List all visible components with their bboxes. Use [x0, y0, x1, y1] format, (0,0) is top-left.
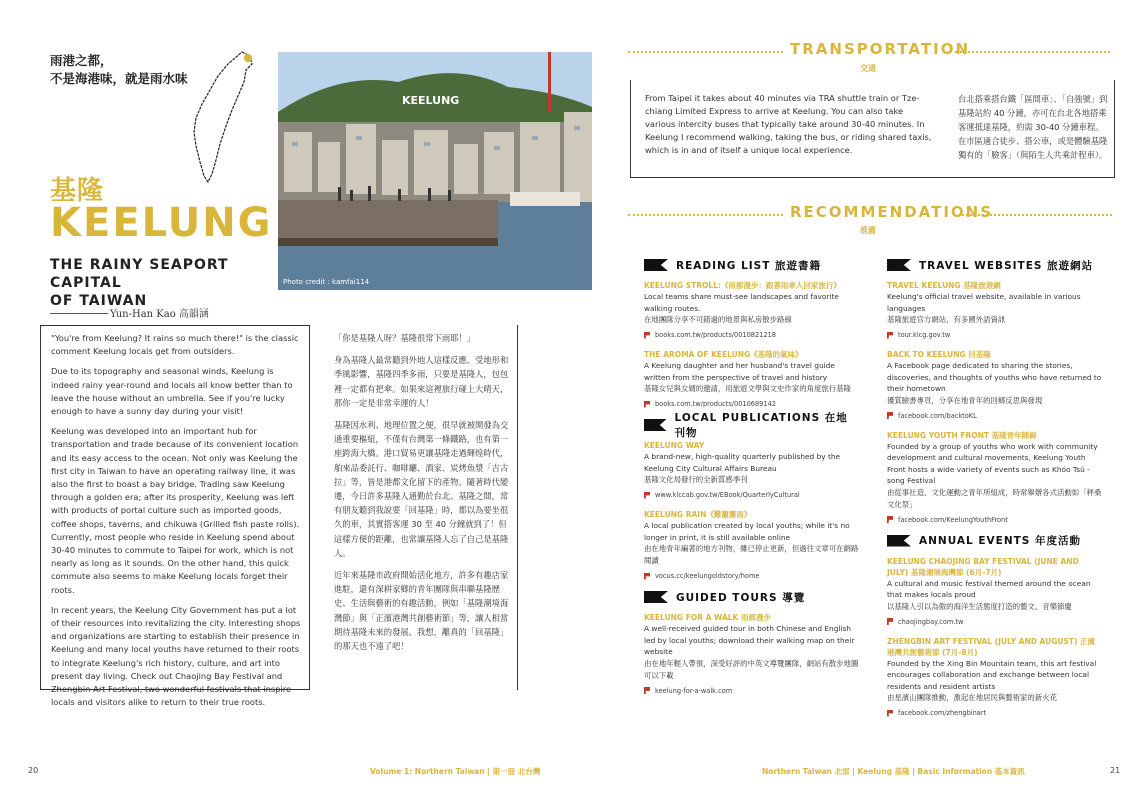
entry-description-en: Founded by a group of youths who work with community development and cultural movements, Keelung Youth Front hosts a wide variety of events such as Khóo Tsú -song Festival: [887, 441, 1098, 485]
category-label: LOCAL PUBLICATIONS 在地刊物: [674, 412, 848, 439]
pin-icon: [644, 332, 650, 339]
category-local-publications: [644, 412, 859, 439]
entry-description-en: A local publication created by local youths; while it's no longer in print, it is still available online: [644, 521, 850, 542]
flag-icon: [644, 591, 668, 603]
flag-icon: [887, 535, 911, 547]
entry-title: KEELUNG YOUTH FRONT 基隆青年陣線: [887, 430, 1037, 440]
page-number-left: 20: [28, 766, 39, 775]
pin-icon: [644, 492, 650, 499]
entry-title: KEELUNG STROLL:《雨都漫步：跟著雨傘人回家旅行》: [644, 281, 841, 290]
kicker-line-1: 雨港之都，: [50, 53, 113, 68]
entry-title: THE AROMA OF KEELUNG《基隆的氣味》: [644, 350, 803, 359]
category-label: TRAVEL WEBSITES 旅遊網站: [919, 259, 1094, 272]
pin-icon: [887, 516, 893, 523]
svg-text:KEELUNG: KEELUNG: [402, 94, 460, 107]
entry-title: KEELUNG RAIN《雞籠霧雨》: [644, 510, 752, 519]
article-paragraph-zh: 基隆因水利、地理位置之便，很早就被開發為交通重要樞紐，不僅有台灣第一條鐵路，也有第一座跨海大橋。港口貿易更讓基隆走過輝煌時代，舶來品委託行、咖啡廳、酒家、炭烤魚漿「吉古拉」等，皆是港都文化留下的產物。隨著時代變遷，今日許多基隆人通勤於台北、基隆之間，常有朋友聽到我說要「回基隆」時，都以為要坐很久的車，其實搭客運 30 至 40 分鐘就到了！但這樣方便的距離，也常讓基隆人忘了自己是基隆人。: [334, 420, 509, 558]
entry-link-text[interactable]: facebook.com/backtoKL: [898, 411, 977, 420]
pin-icon: [644, 573, 650, 580]
article-english-column: [40, 325, 310, 708]
entry-description-zh: 由從事社造、文化運動之青年所組成，時常舉辦各式活動如「秤桑文化祭」: [887, 487, 1102, 509]
title-chinese: 基隆: [50, 176, 105, 206]
pin-icon: [887, 412, 893, 419]
entry-link[interactable]: [887, 331, 1102, 339]
recommendations-column-right: [887, 258, 1102, 727]
recommendations-heading-zh: 推薦: [860, 226, 876, 235]
subtitle-line-1: THE RAINY SEAPORT CAPITAL: [50, 257, 229, 291]
recommendation-entry: [887, 636, 1102, 718]
category-annual-events: [887, 534, 1102, 548]
entry-link-text[interactable]: vocus.cc/keelungoldstory/home: [655, 572, 760, 580]
entry-link-text[interactable]: chaojingbay.com.tw: [898, 617, 964, 626]
recommendation-entry: [887, 556, 1102, 626]
transportation-text-en: From Taipei it takes about 40 minutes via TRA shuttle train or Tze-chiang Limited Express to arrive at Keelung. You can also take various intercity buses that typically take around 30-40 minutes. In Keelung I recommend walking, taking the bus, or riding shared taxis, which is in and of itself a unique local experience.: [645, 93, 932, 155]
keelung-marker: [244, 54, 252, 62]
pin-icon: [644, 687, 650, 694]
recommendation-entry: [887, 280, 1102, 339]
recommendations-column-left: [644, 258, 859, 705]
flag-icon: [644, 259, 668, 271]
entry-link-text[interactable]: tour.klcg.gov.tw: [898, 331, 951, 339]
category-guided-tours: [644, 590, 859, 604]
flag-icon: [887, 259, 911, 271]
footer-left: Volume 1: Northern Taiwan | 第一冊 北台灣: [370, 767, 541, 776]
entry-link[interactable]: [887, 516, 1102, 524]
photo-credit: Photo credit : kamfai114: [283, 278, 370, 286]
category-travel-websites: [887, 258, 1102, 272]
entry-description-en: A Facebook page dedicated to sharing the stories, discoveries, and thoughts of youths who have returned to their hometown: [887, 361, 1102, 393]
entry-description-zh: 以基隆人引以為傲的海洋生活態度打造的藝文、音樂節慶: [887, 601, 1072, 611]
entry-description-en: Keelung's official travel website, available in various languages: [887, 292, 1081, 313]
pin-icon: [644, 401, 650, 408]
entry-title: KEELUNG CHAOJING BAY FESTIVAL (JUNE AND JULY) 基隆潮境海灣節 (6月-7月): [887, 556, 1079, 577]
recommendation-entry: [644, 280, 859, 339]
entry-link-text[interactable]: books.com.tw/products/0010821218: [655, 331, 776, 339]
byline: Yun-Han Kao 高韻涵: [110, 309, 209, 320]
article-paragraph-zh: 近年來基隆市政府開始活化地方，許多有趣店家進駐，還有深耕家鄉的青年團隊與串聯基隆歷史、生活與藝術的有趣活動，例如「基隆潮境海灣節」與「正濱港灣共創藝術節」等，讓人相當期待基隆未來的發展。我想，離真的「回基隆」的那天也不遠了吧！: [334, 570, 509, 652]
article-paragraph-zh: 身為基隆人最常聽到外地人這樣反應。受地形和季風影響，基隆四季多雨，只要是基隆人，包包裡一定都有把傘。如果來這裡旅行碰上大晴天，那你一定是非常幸運的人！: [334, 355, 509, 408]
entry-description-zh: 由在地青年編著的地方刊物，雖已停止更新，但過往文章可在網路閱讀: [644, 544, 859, 565]
entry-description-en: A well-received guided tour in both Chinese and English led by local youths; download their walking map on their website: [644, 624, 855, 656]
category-label: READING LIST 旅遊書籍: [676, 259, 822, 272]
entry-link[interactable]: [644, 331, 859, 339]
article-paragraph-zh: 「你是基隆人呀？基隆很常下雨耶！」: [334, 333, 476, 343]
divider: [955, 51, 1110, 53]
recommendation-entry: [644, 440, 859, 499]
article-paragraph: Due to its topography and seasonal winds, Keelung is indeed rainy year-round and locals all know better than to leave the house without an umbrella. See if you're lucky enough to have a sunny day during your visit!: [51, 366, 293, 417]
entry-description-zh: 基隆文化局發行的全新質感季刊: [644, 475, 748, 484]
byline-rule: [50, 313, 108, 314]
entry-description-zh: 基隆女兒與女婿的邀請，用旅遊文學與文史作家的角度旅行基隆: [644, 384, 851, 393]
kicker: [50, 52, 188, 88]
entry-link-text[interactable]: books.com.tw/products/0010689142: [655, 400, 776, 408]
flag-icon: [644, 419, 667, 431]
article-paragraph: Keelung was developed into an important hub for transportation and trade because of its convenient location and its easy access to the ocean. Not only was Keelung the first city in Taiwan to have an operating railway line, it was also the first to boast a bay bridge. Trading saw Keelung through a golden era; after its prosperity, Keelung was left with products of portal culture such as imported goods, coffee shops, taverns, and chikuwa (Grilled fish paste rolls). Currently, most people who reside in Keelung spend about 30-40 minutes to commute to Taipei for work, which is not nearly as long as it sounds. On the other hand, this quick commute also seems to make Keelung locals forget their roots.: [51, 426, 300, 595]
page-number-right: 21: [1110, 766, 1121, 775]
divider: [628, 51, 783, 53]
entry-title: BACK TO KEELUNG 回基隆: [887, 350, 991, 359]
entry-title: KEELUNG FOR A WALK 雨都漫步: [644, 613, 771, 622]
recommendation-entry: [887, 349, 1102, 420]
entry-title: ZHENGBIN ART FESTIVAL (JULY AND AUGUST) 正濱港灣共創藝術節 (7月-8月): [887, 636, 1096, 657]
recommendation-entry: [887, 430, 1102, 524]
entry-description-zh: 基隆旅遊官方網站，有多國外語資訊: [887, 315, 1006, 324]
entry-link-text[interactable]: facebook.com/zhengbinart: [898, 709, 987, 717]
entry-description-en: A brand-new, high-quality quarterly published by the Keelung City Cultural Affairs Bureau: [644, 452, 841, 473]
pin-icon: [887, 618, 893, 625]
recommendations-heading: RECOMMENDATIONS: [790, 203, 994, 221]
subtitle: [50, 256, 280, 310]
recommendation-entry: [644, 612, 859, 695]
kicker-line-2: 不是海港味，就是雨水味: [50, 71, 188, 86]
entry-description-zh: 由在地年輕人帶領，深受好評的中英文導覽團隊，網站有散步地圖可以下載: [644, 658, 859, 680]
transportation-heading: TRANSPORTATION: [790, 40, 970, 58]
entry-link[interactable]: [887, 618, 1102, 626]
entry-link-text[interactable]: www.klccab.gov.tw/EBook/QuarterlyCultural: [655, 491, 800, 499]
entry-description-en: A Keelung daughter and her husband's travel guide written from the perspective of travel and history: [644, 361, 835, 382]
article-chinese-column: [322, 325, 518, 690]
entry-description-en: Founded by the Xing Bin Mountain team, this art festival encourages collaboration and exchange between local residents and resident artists: [887, 658, 1097, 691]
entry-description-zh: 在地團隊分享不可錯過的地景與私房散步路線: [644, 315, 792, 324]
entry-link[interactable]: [644, 400, 859, 408]
entry-link[interactable]: [644, 687, 859, 695]
category-reading-list: [644, 258, 859, 272]
entry-link[interactable]: [887, 709, 1102, 717]
entry-description-zh: 由星濱山團隊推動，激起在地居民與藝術家的新火花: [887, 693, 1057, 702]
footer-right: Northern Taiwan 北部 | Keelung 基隆 | Basic Information 基本資訊: [762, 767, 1025, 776]
entry-link[interactable]: [644, 572, 859, 580]
entry-description-en: A cultural and music festival themed around the ocean that makes locals proud: [887, 578, 1091, 599]
entry-title: KEELUNG WAY: [644, 441, 705, 450]
subtitle-line-2: OF TAIWAN: [50, 293, 148, 309]
divider: [628, 214, 783, 216]
entry-link[interactable]: [644, 491, 859, 499]
title-english: KEELUNG: [50, 200, 273, 246]
category-label: GUIDED TOURS 導覽: [676, 591, 806, 604]
taiwan-map-outline: [186, 48, 266, 188]
keelung-harbor-photo: [278, 52, 592, 290]
entry-link[interactable]: [887, 412, 1102, 420]
article-paragraph: "You're from Keelung? It rains so much there!" is the classic comment Keelung locals get from outsiders.: [51, 333, 299, 357]
transportation-heading-zh: 交通: [860, 64, 876, 73]
pin-icon: [887, 710, 893, 717]
entry-title: TRAVEL KEELUNG 基隆旅遊網: [887, 281, 1001, 290]
article-paragraph: In recent years, the Keelung City Government has put a lot of their resources into revitalizing the city. Interesting shops and organizations are starting to establish their presence in Keelung and many local youths have returned to their roots to integrate Keelung's rich history, culture, and art into present day living. Check out Chaojing Bay Festival and Zhengbin Art Festival, two wonderful festivals that inspire locals and visitors alike to return to their true roots.: [51, 604, 301, 708]
recommendation-entry: [644, 349, 859, 408]
pin-icon: [887, 332, 893, 339]
entry-description-en: Local teams share must-see landscapes and favorite walking routes.: [644, 292, 839, 313]
transportation-text-zh: 台北搭乘搭台鐵「區間車」、「自強號」到基隆站約 40 分鐘，亦可在台北各地搭乘客運抵達基隆，約需 30-40 分鐘車程。在市區適合徒步、搭公車，或是體驗基隆獨有的「臉客」（與陌生人共乘計程車）。: [958, 94, 1108, 160]
recommendation-entry: [644, 509, 859, 580]
entry-link-text[interactable]: facebook.com/KeelungYouthFront: [898, 515, 1008, 524]
category-label: ANNUAL EVENTS 年度活動: [919, 535, 1082, 547]
entry-description-zh: 優質臉書專頁，分享在地青年的回鄉反思與發現: [887, 395, 1043, 405]
entry-link-text[interactable]: keelung-for-a-walk.com: [655, 686, 733, 695]
